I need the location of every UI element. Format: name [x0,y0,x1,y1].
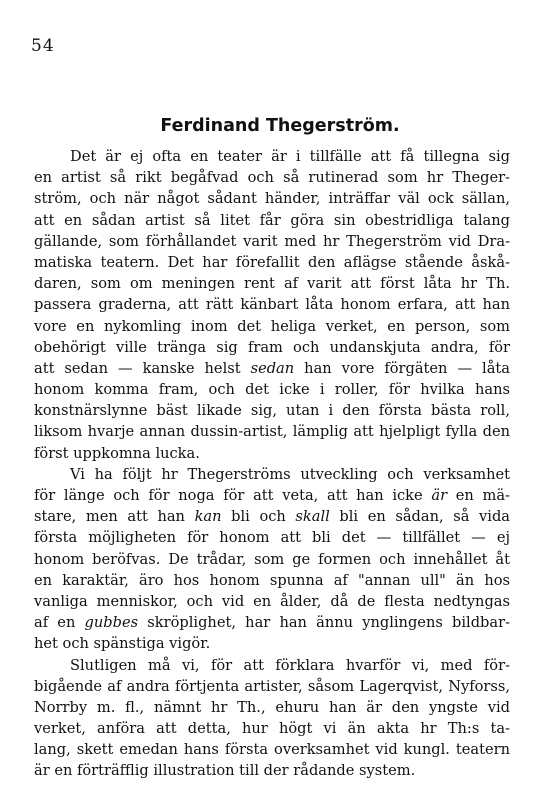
text-span: han vore förgäten — låta [294,359,510,377]
text-line: Norrby m. fl., nämnt hr Th., ehuru han är den yngste vid [34,698,510,716]
text-line: obehörigt ville tränga sig fram och undanskjuta andra, för [34,338,510,356]
text-line: bigående af andra förtjenta artister, såsom Lagerqvist, Nyforss, [34,677,510,695]
text-line [34,485,510,506]
text-line: Slutligen må vi, för att förklara hvarför vi, med för- [70,656,510,674]
emphasized-word: är [431,487,448,504]
text-span: skröplighet, har han ännu ynglingens bildbar- [138,614,510,632]
text-line: vore en nykomling inom det heliga verket, en person, som [34,317,510,335]
text-line: ström, och när något sådant händer, inträffar väl ock sällan, [34,190,510,208]
text-line: gällande, som förhållandet varit med hr Thegerström vid Dra- [34,232,510,250]
text-span: en mä- [447,487,510,504]
emphasized-word: skall [295,508,330,526]
text-line: daren, som om meningen rent af varit att först låta hr Th. [34,275,510,293]
text-line: att en sådan artist så litet får göra sin obestridliga talang [34,211,510,229]
text-line: liksom hvarje annan dussin-artist, lämplig att hjelpligt fylla den [34,423,510,441]
page-number: 54 [31,36,55,56]
text-line: matiska teatern. Det har förefallit den aflägse stående åskå- [34,253,510,271]
text-span: för länge och för noga för att veta, att han icke [34,487,432,504]
text-line: lang, skett emedan hans första overksamhet vid kungl. teatern [34,741,510,759]
text-line: konstnärslynne bäst likade sig, utan i den första bästa roll, [34,402,510,420]
text-line: först uppkomna lucka. [34,444,200,462]
text-span: bli en sådan, så vida [329,508,511,526]
text-line: Det är ej ofta en teater är i tillfälle att få tillegna sig [70,148,510,165]
emphasized-word: gubbes [84,614,139,632]
text-line: honom komma fram, och det icke i roller, för hvilka hans [34,381,510,399]
text-line: är en förträfflig illustration till der rådande system. [34,762,416,780]
text-span: bli och [221,508,296,526]
text-line: en karaktär, äro hos honom spunna af "annan ull" än hos [34,571,510,589]
text-line: passera graderna, att rätt känbart låta honom erfara, att han [34,296,510,314]
text-line [34,612,510,633]
text-line: en artist så rikt begåfvad och så rutinerad som hr Theger- [34,169,510,187]
text-line [34,358,510,379]
body-text [34,146,510,782]
text-line: Vi ha följt hr Thegerströms utveckling och verksamhet [70,465,510,483]
text-line: första möjligheten för honom att bli det — tillfället — ej [34,529,510,547]
emphasized-word: kan [194,508,222,526]
text-line [34,506,510,527]
emphasized-word: sedan [250,359,295,377]
text-span: att sedan — kanske helst [34,359,251,377]
text-line: vanliga menniskor, och vid en ålder, då de flesta nedtyngas [34,592,510,610]
text-line: honom beröfvas. De trådar, som ge formen och innehållet åt [34,550,510,568]
text-span: af en [34,614,85,632]
text-line: het och spänstiga vigör. [34,635,211,653]
section-heading: Ferdinand Thegerström. [160,116,400,136]
text-span: stare, men att han [34,508,195,526]
text-line: verket, anföra att detta, hur högt vi än akta hr Th:s ta- [34,720,510,738]
